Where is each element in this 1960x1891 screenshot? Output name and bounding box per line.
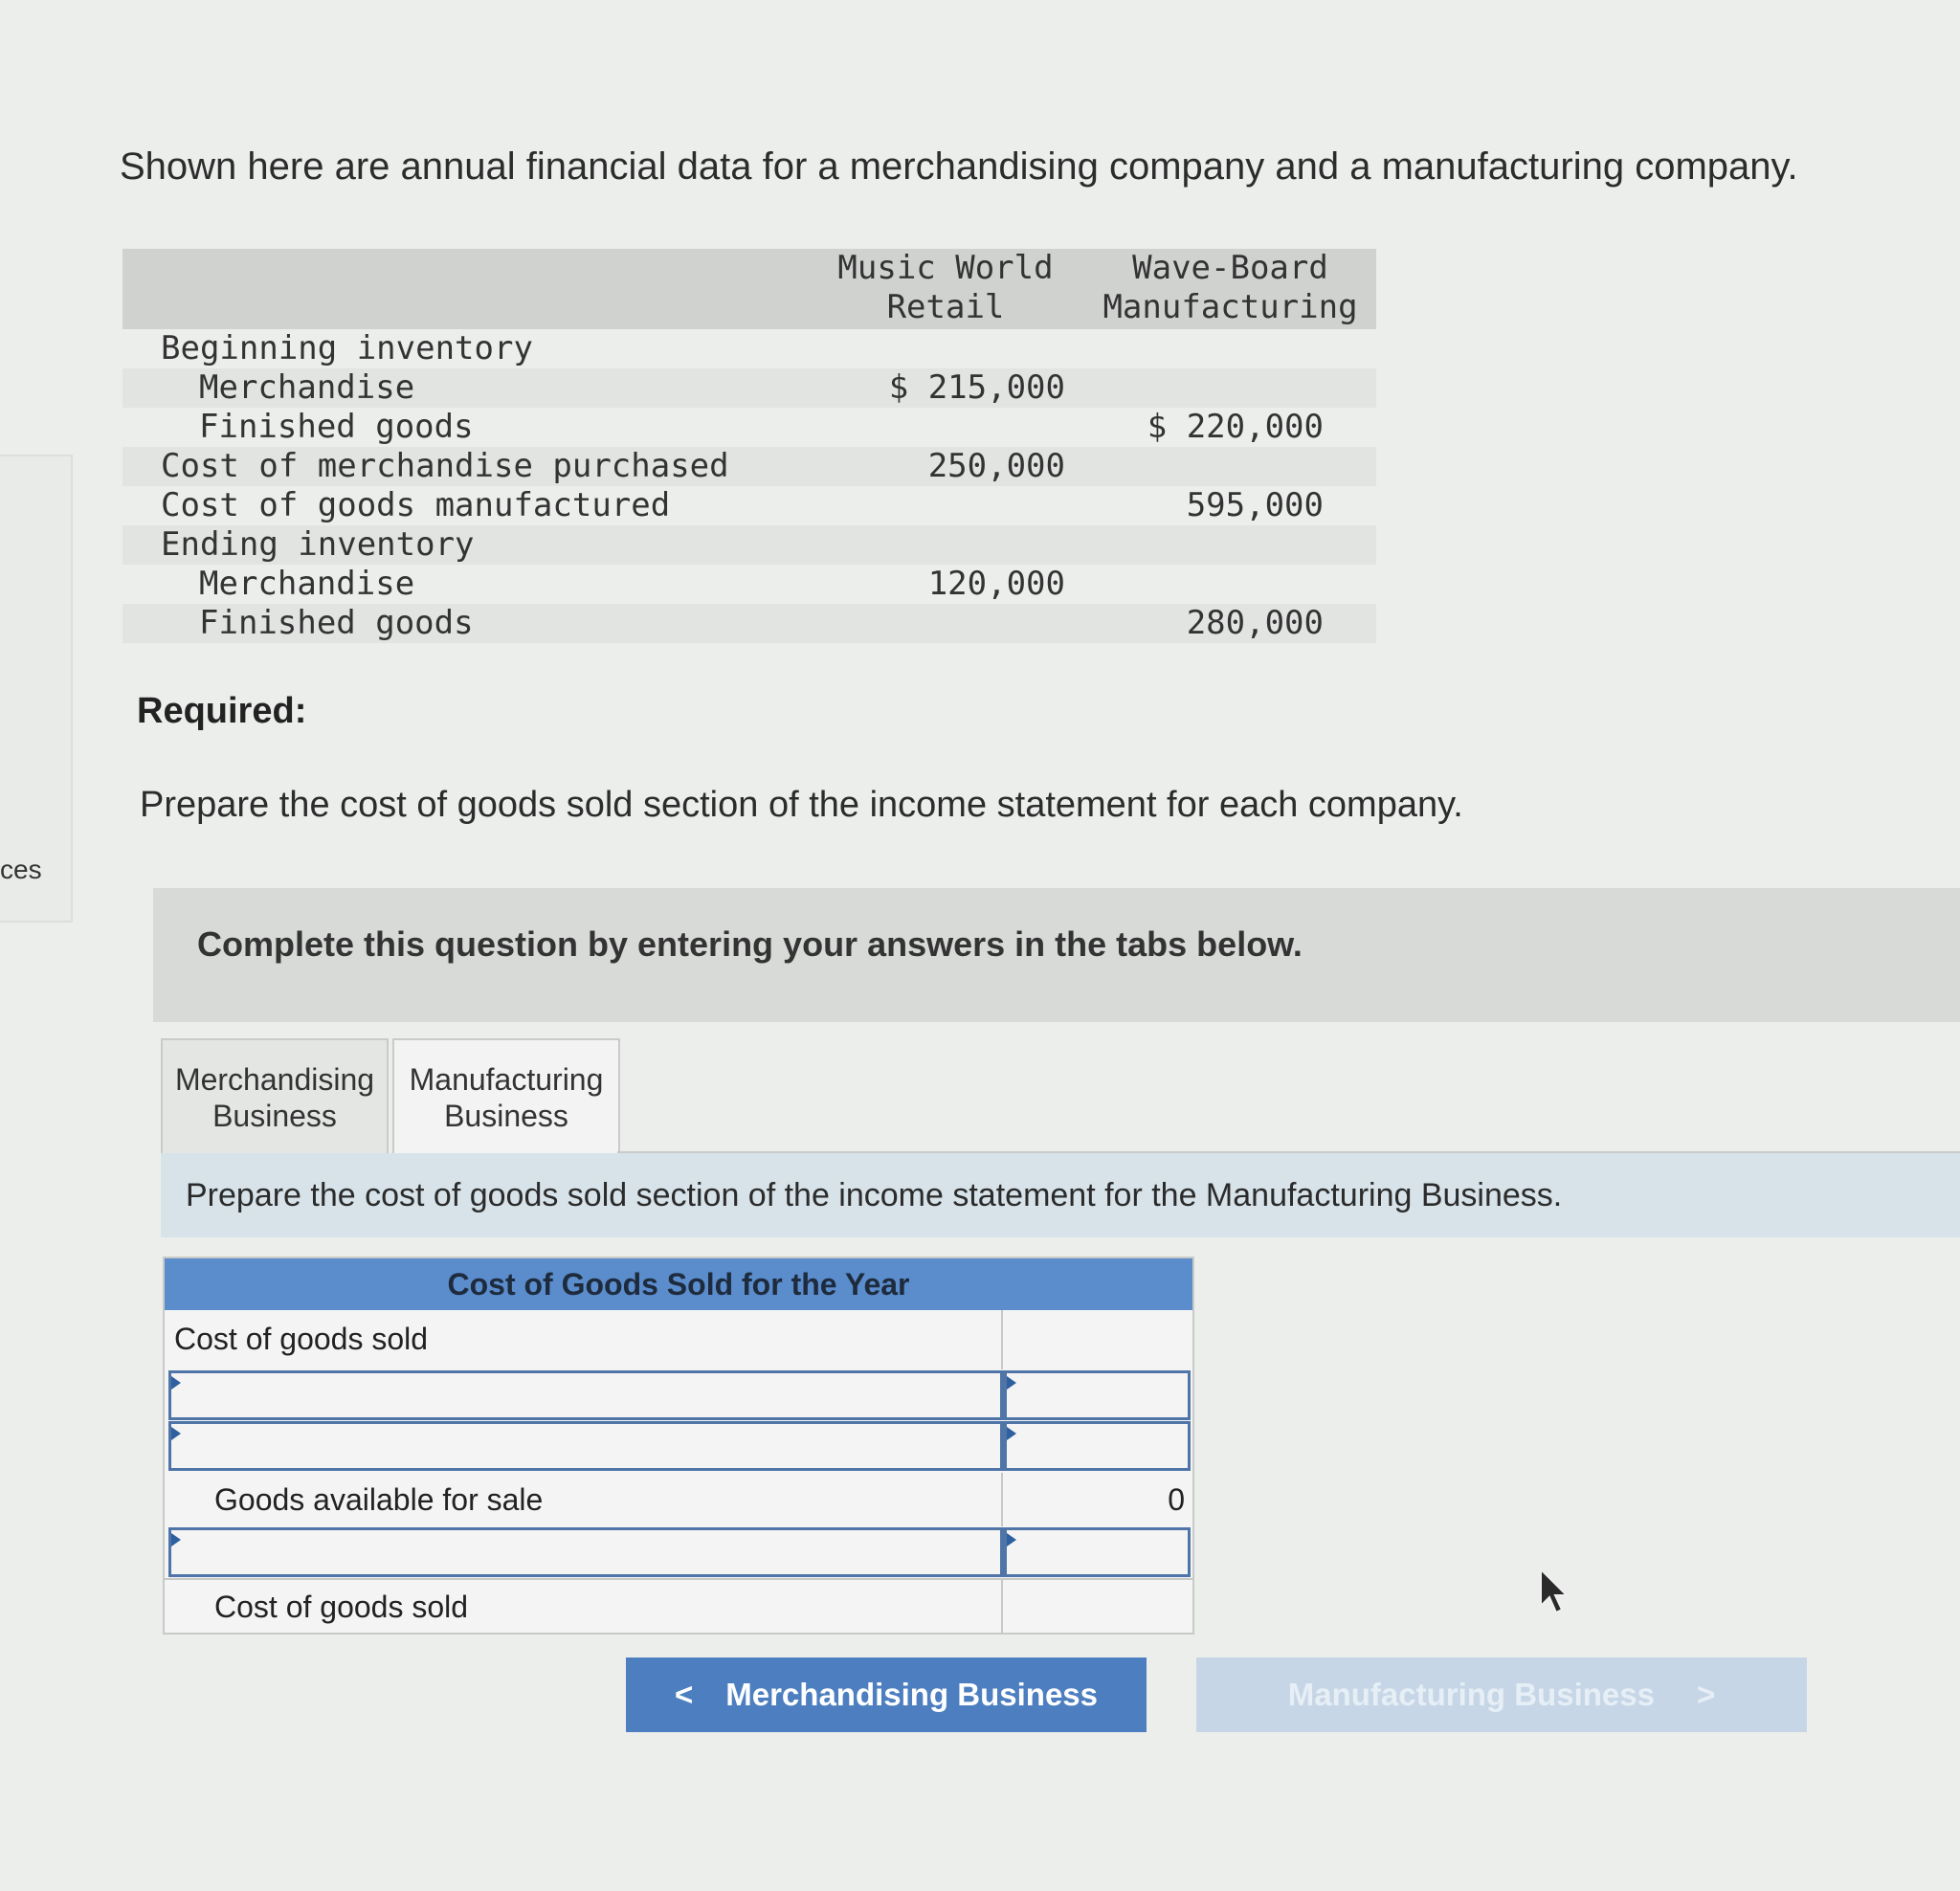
- tab-merchandising-business[interactable]: Merchandising Business: [161, 1038, 389, 1153]
- tab-manufacturing-business[interactable]: Manufacturing Business: [392, 1038, 620, 1153]
- row-label: Cost of goods manufactured: [161, 486, 671, 524]
- table-row: [122, 604, 1376, 643]
- column-header-wave-board: Wave-Board Manufacturing: [1102, 249, 1358, 326]
- row-label: Merchandise: [199, 368, 415, 407]
- cogs-row-final: [165, 1580, 1192, 1633]
- row-label: Finished goods: [199, 408, 474, 446]
- complete-question-text: Complete this question by entering your answers in the tabs below.: [197, 924, 1303, 964]
- dropdown-marker-icon: [171, 1533, 181, 1546]
- table-row: [122, 447, 1376, 486]
- amount-input-3[interactable]: [1003, 1527, 1191, 1577]
- label-input-3[interactable]: [168, 1527, 1003, 1577]
- prep-instruction-bar: [161, 1153, 1960, 1237]
- dropdown-marker-icon: [1007, 1533, 1016, 1546]
- value-music-world: 250,000: [927, 447, 1065, 485]
- row-label: Ending inventory: [161, 525, 475, 564]
- complete-question-banner: [153, 888, 1960, 1022]
- chevron-left-icon: <: [674, 1677, 694, 1712]
- dropdown-marker-icon: [1007, 1376, 1016, 1390]
- prev-merchandising-button[interactable]: [626, 1657, 1147, 1732]
- prep-instruction-text: Prepare the cost of goods sold section of the income statement for the Manufacturing Business.: [186, 1177, 1563, 1213]
- row-label: Cost of merchandise purchased: [161, 447, 729, 485]
- table-row: [122, 565, 1376, 604]
- financial-data-table: [122, 249, 1376, 643]
- row-label: Finished goods: [199, 604, 474, 642]
- cogs-row-goods-available: [165, 1473, 1192, 1526]
- table-row: [122, 368, 1376, 408]
- cogs-table-header: Cost of Goods Sold for the Year: [165, 1258, 1192, 1310]
- dropdown-marker-icon: [171, 1376, 181, 1390]
- cogs-row-label: Cost of goods sold: [174, 1322, 429, 1356]
- chevron-right-icon: >: [1696, 1677, 1716, 1712]
- table-header: [122, 249, 1376, 329]
- value-wave-board: $ 220,000: [1147, 408, 1324, 446]
- value-music-world: 120,000: [927, 565, 1065, 603]
- amount-input-1[interactable]: [1003, 1370, 1191, 1420]
- goods-available-value: 0: [1001, 1473, 1192, 1526]
- table-row: [122, 329, 1376, 368]
- instruction-text: Prepare the cost of goods sold section of the income statement for each company.: [140, 785, 1463, 825]
- intro-text: Shown here are annual financial data for a merchandising company and a manufacturing company.: [120, 145, 1798, 188]
- cogs-final-label: Cost of goods sold: [214, 1590, 469, 1624]
- label-input-2[interactable]: [168, 1421, 1003, 1471]
- cogs-row-title: [165, 1310, 1192, 1369]
- value-wave-board: 595,000: [1186, 486, 1324, 524]
- row-label: Merchandise: [199, 565, 415, 603]
- table-row: [122, 408, 1376, 447]
- amount-input-2[interactable]: [1003, 1421, 1191, 1471]
- table-row: [122, 486, 1376, 525]
- table-row: [122, 525, 1376, 565]
- next-manufacturing-button[interactable]: [1196, 1657, 1807, 1732]
- value-music-world: $ 215,000: [888, 368, 1065, 407]
- label-input-1[interactable]: [168, 1370, 1003, 1420]
- value-wave-board: 280,000: [1186, 604, 1324, 642]
- mouse-cursor-icon: [1539, 1568, 1571, 1615]
- column-header-music-world: Music World Retail: [837, 249, 1054, 326]
- cogs-final-value[interactable]: [1001, 1580, 1192, 1633]
- dropdown-marker-icon: [1007, 1427, 1016, 1440]
- goods-available-label: Goods available for sale: [214, 1482, 544, 1517]
- prev-button-label: Merchandising Business: [725, 1677, 1099, 1712]
- cogs-row-value: [1001, 1310, 1192, 1369]
- required-heading: Required:: [137, 691, 307, 731]
- cogs-table: [163, 1257, 1194, 1635]
- side-panel: [0, 455, 73, 923]
- side-panel-label: ces: [0, 855, 42, 884]
- row-label: Beginning inventory: [161, 329, 533, 367]
- dropdown-marker-icon: [171, 1427, 181, 1440]
- next-button-label: Manufacturing Business: [1287, 1677, 1655, 1712]
